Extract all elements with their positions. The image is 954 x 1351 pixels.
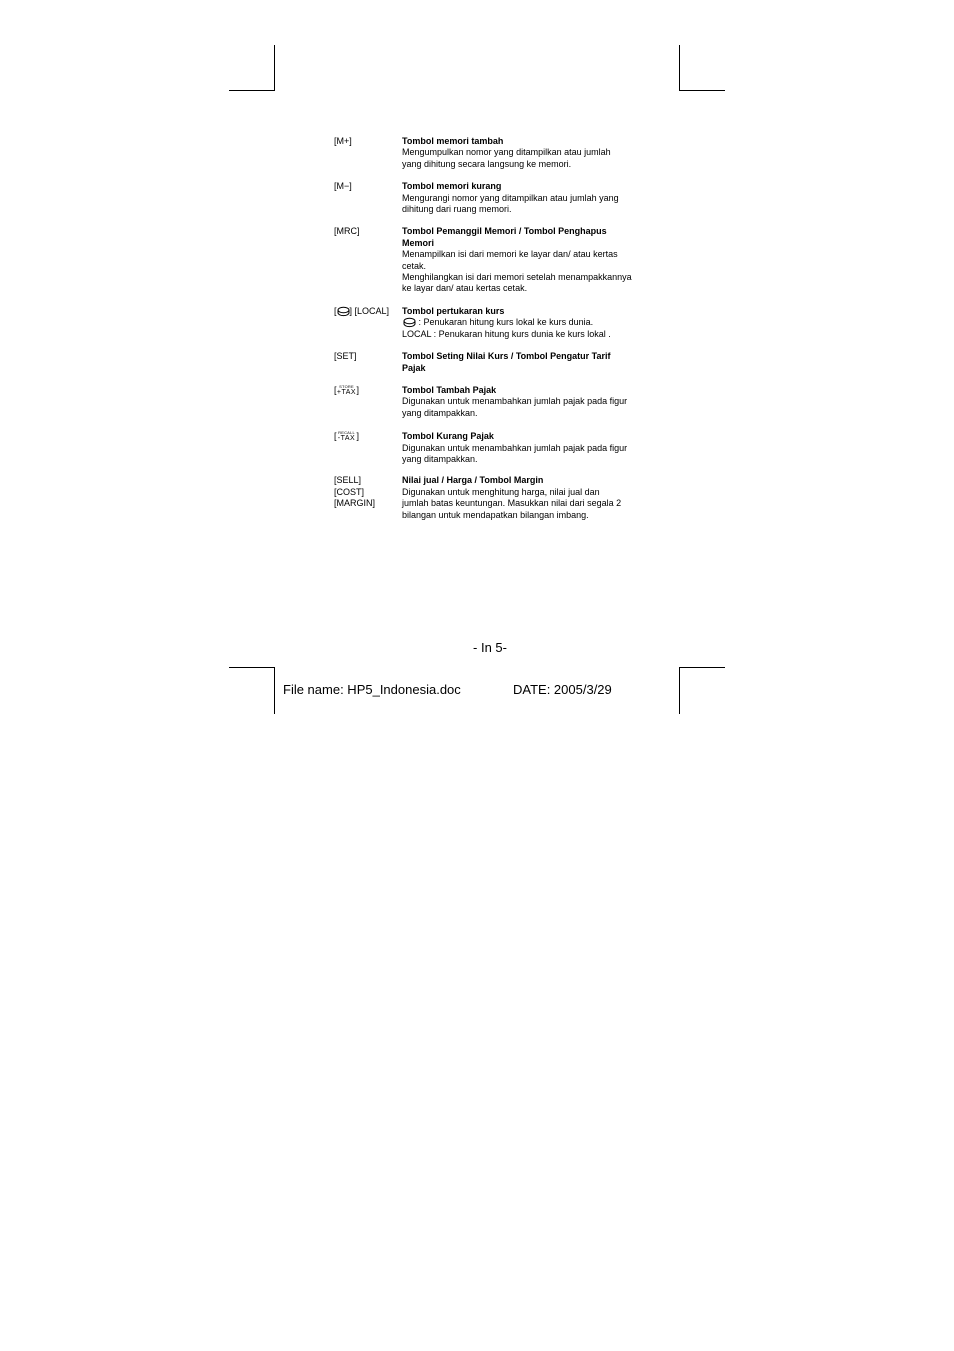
entry-title: Tombol memori kurang (402, 181, 502, 192)
entry-text: jumlah batas keuntungan. Masukkan nilai dari segala 2 (402, 498, 622, 509)
entry-mrc (334, 226, 654, 294)
footer-file-name: File name: HP5_Indonesia.doc (283, 682, 461, 697)
key-label: [MRC] (334, 226, 360, 237)
crop-mark (274, 667, 275, 714)
entry-text: Menghilangkan isi dari memori setelah menampakkannya (402, 272, 632, 283)
entry-text: Menampilkan isi dari memori ke layar dan/ atau kertas (402, 249, 618, 260)
entry-text: Digunakan untuk menghitung harga, nilai jual dan (402, 486, 600, 497)
key-label: [SET] (334, 351, 357, 362)
entry-minus-tax (334, 431, 654, 465)
entry-sell-cost-margin (334, 475, 654, 521)
entry-title: Pajak (402, 362, 426, 373)
crop-mark (679, 667, 725, 668)
crop-mark (679, 90, 725, 91)
entry-title: Tombol Seting Nilai Kurs / Tombol Pengatur Tarif (402, 351, 611, 362)
entry-text: : Penukaran hitung kurs lokal ke kurs dunia. (402, 317, 654, 328)
key-label: [ ] [LOCAL] (334, 305, 390, 316)
crop-mark (229, 667, 275, 668)
entry-title: Memori (402, 237, 435, 248)
footer-date: DATE: 2005/3/29 (513, 682, 612, 697)
entry-text: Mengurangi nomor yang ditampilkan atau jumlah yang (402, 192, 619, 203)
entry-text: bilangan untuk mendapatkan bilangan imbang. (402, 509, 589, 520)
crop-mark (679, 45, 680, 91)
coin-stack-icon (337, 306, 350, 317)
entry-text: Mengumpulkan nomor yang ditampilkan atau jumlah (402, 147, 611, 158)
crop-mark (274, 45, 275, 91)
entry-text: yang dihitung secara langsung ke memori. (402, 158, 572, 169)
entry-text: ke layar dan/ atau kertas cetak. (402, 283, 528, 294)
entry-m-minus (334, 181, 654, 215)
coin-stack-icon (403, 317, 416, 328)
entry-title: Nilai jual / Harga / Tombol Margin (402, 475, 544, 486)
key-label: [ RECALL -TAX ] (334, 430, 360, 443)
crop-mark (679, 667, 680, 714)
entry-text: yang ditampakkan. (402, 453, 478, 464)
key-label: [SELL] [COST] [MARGIN] (334, 475, 376, 509)
entry-title: Tombol pertukaran kurs (402, 305, 505, 316)
entry-text: LOCAL : Penukaran hitung kurs dunia ke kurs lokal . (402, 328, 611, 339)
key-label: [M−] (334, 181, 352, 192)
entry-text: Digunakan untuk menambahkan jumlah pajak pada figur (402, 396, 628, 407)
key-label: [ STORE +TAX ] (334, 383, 360, 396)
entry-text: cetak. (402, 260, 427, 271)
page-number: - In 5- (473, 640, 507, 655)
key-description-list (334, 136, 654, 521)
entry-title: Tombol memori tambah (402, 136, 504, 146)
entry-text: dihitung dari ruang memori. (402, 204, 512, 215)
crop-mark (229, 90, 275, 91)
entry-m-plus (334, 136, 654, 170)
entry-title: Tombol Kurang Pajak (402, 431, 494, 442)
entry-text: yang ditampakkan. (402, 407, 478, 418)
key-label: [M+] (334, 136, 352, 146)
entry-currency-exchange (334, 306, 654, 340)
store-plus-tax-key: STORE +TAX (336, 383, 357, 396)
recall-minus-tax-key: RECALL -TAX (337, 430, 356, 443)
entry-set (334, 351, 654, 374)
entry-plus-tax (334, 385, 654, 419)
entry-text: Digunakan untuk menambahkan jumlah pajak pada figur (402, 442, 628, 453)
entry-title: Tombol Pemanggil Memori / Tombol Penghapus (402, 226, 607, 237)
entry-title: Tombol Tambah Pajak (402, 384, 497, 395)
